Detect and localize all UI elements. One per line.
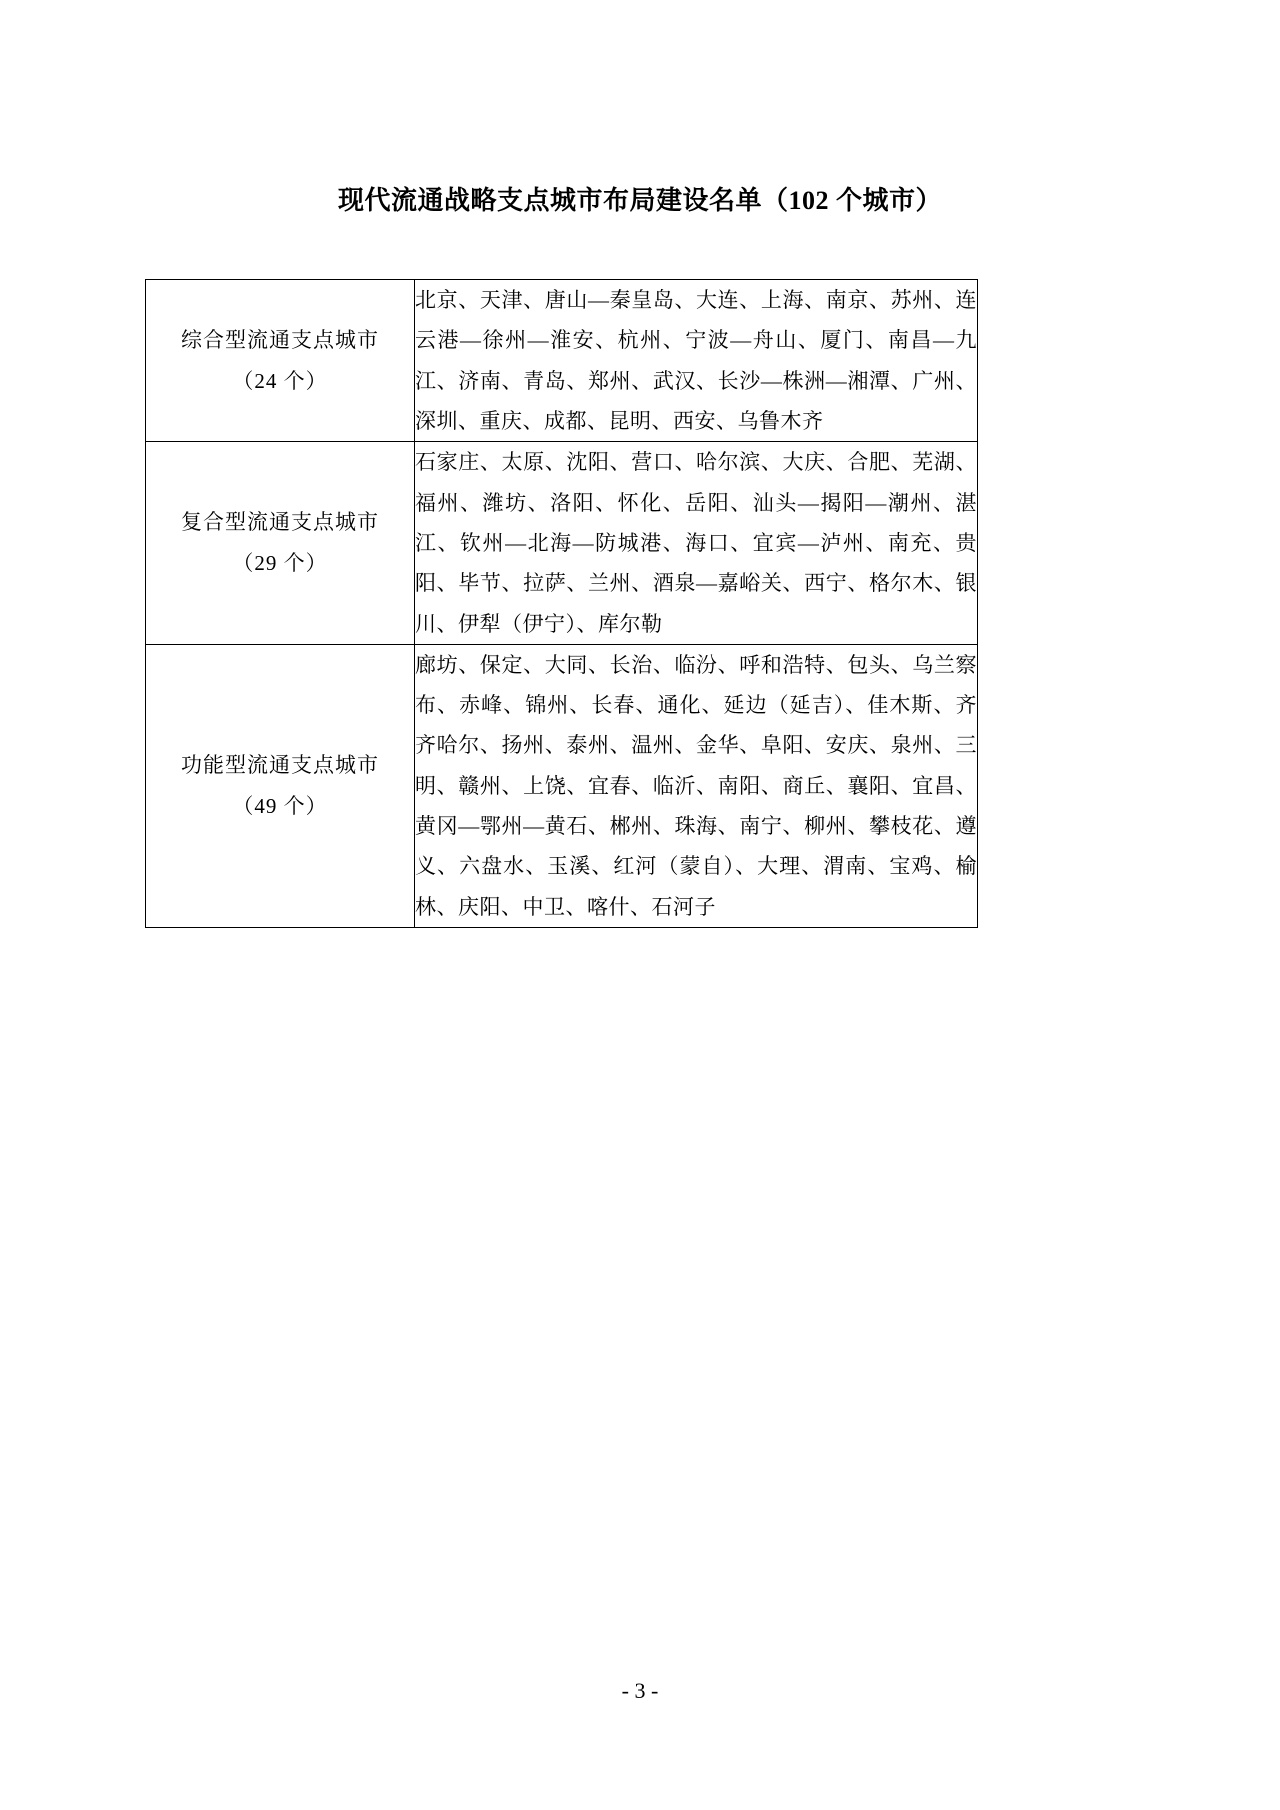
city-list-cell: 北京、天津、唐山—秦皇岛、大连、上海、南京、苏州、连云港—徐州—淮安、杭州、宁波—舟山、厦门、南昌—九江、济南、青岛、郑州、武汉、长沙—株洲—湘潭、广州、深圳、重庆、成都、昆明、西安、乌鲁木齐 — [415, 280, 978, 442]
table-row — [146, 644, 978, 927]
category-count: （49 个） — [232, 793, 328, 818]
category-count: （24 个） — [232, 368, 328, 393]
category-name: 综合型流通支点城市 — [181, 327, 379, 352]
category-count: （29 个） — [232, 551, 328, 576]
category-name: 功能型流通支点城市 — [181, 752, 379, 777]
category-cell — [146, 280, 415, 442]
category-cell — [146, 442, 415, 645]
page-number: - 3 - — [621, 1678, 659, 1703]
category-name: 复合型流通支点城市 — [181, 510, 379, 535]
category-cell — [146, 644, 415, 927]
city-list-table-container — [145, 279, 1135, 928]
city-list-cell: 石家庄、太原、沈阳、营口、哈尔滨、大庆、合肥、芜湖、福州、潍坊、洛阳、怀化、岳阳、汕头—揭阳—潮州、湛江、钦州—北海—防城港、海口、宜宾—泸州、南充、贵阳、毕节、拉萨、兰州、酒泉—嘉峪关、西宁、格尔木、银川、伊犁（伊宁）、库尔勒 — [415, 442, 978, 645]
city-list-cell: 廊坊、保定、大同、长治、临汾、呼和浩特、包头、乌兰察布、赤峰、锦州、长春、通化、延边（延吉）、佳木斯、齐齐哈尔、扬州、泰州、温州、金华、阜阳、安庆、泉州、三明、赣州、上饶、宜春、临沂、南阳、商丘、襄阳、宜昌、黄冈—鄂州—黄石、郴州、珠海、南宁、柳州、攀枝花、遵义、六盘水、玉溪、红河（蒙自）、大理、渭南、宝鸡、榆林、庆阳、中卫、喀什、石河子 — [415, 644, 978, 927]
table-row — [146, 280, 978, 442]
table-row — [146, 442, 978, 645]
page-title: 现代流通战略支点城市布局建设名单（102 个城市） — [337, 186, 942, 215]
city-list-table — [145, 279, 978, 928]
